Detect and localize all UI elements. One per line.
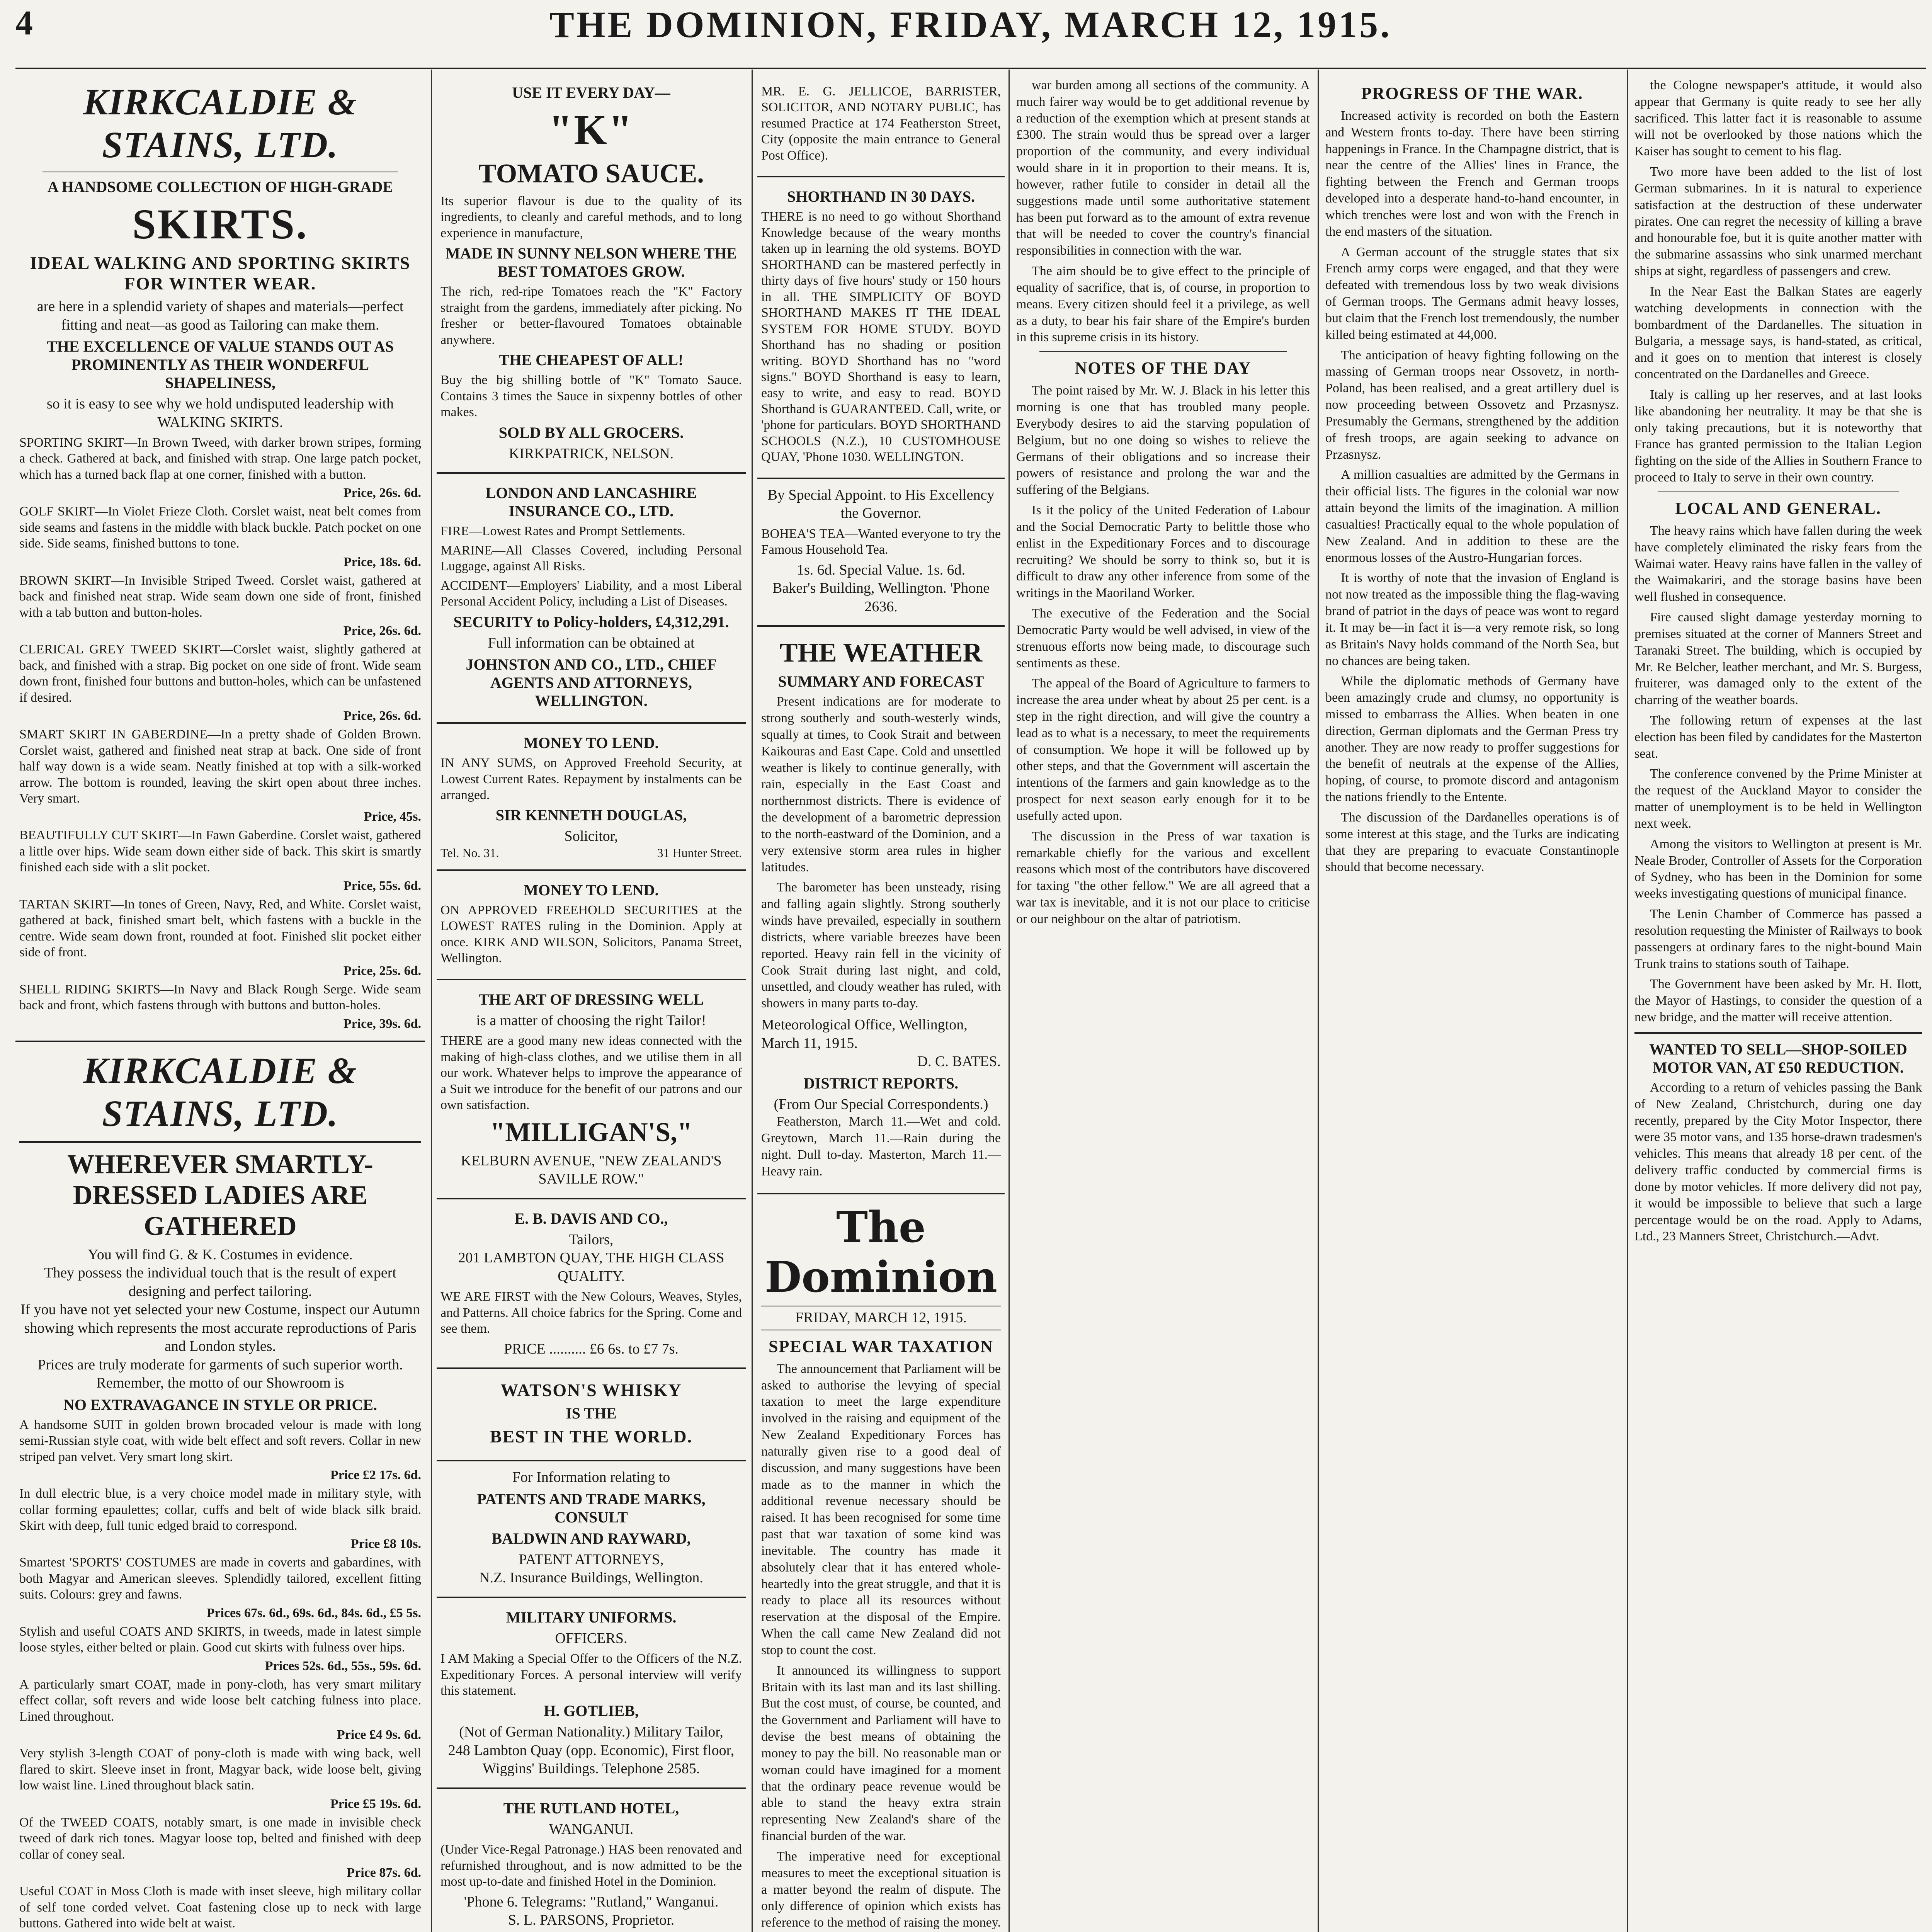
ad-text: JOHNSTON AND CO., LTD., CHIEF AGENTS AND ATTORNEYS, WELLINGTON.	[466, 656, 717, 710]
editorial-paragraph: The imperative need for exceptional measures to meet the exceptional situation is a matter beyond the realm of dispute. The only difference of opinion which exists has reference to the method of raising the money.	[761, 1849, 1001, 1930]
ad-subheading: IDEAL WALKING AND SPORTING SKIRTS FOR WINTER WEAR.	[30, 253, 411, 293]
ad-text: THE CHEAPEST OF ALL!	[499, 351, 684, 369]
ad-text: If you have not yet selected your new Costume, inspect our Autumn showing which represents the most accurate reproductions of Paris and London styles.	[20, 1301, 420, 1355]
ad-text: are here in a splendid variety of shapes and materials—perfect fitting and neat—as good as Tailoring can make them.	[37, 298, 404, 333]
masthead-title: THE DOMINION, FRIDAY, MARCH 12, 1915.	[549, 4, 1392, 45]
weather-sign: D. C. BATES.	[917, 1053, 1001, 1070]
ad-text: PATENT ATTORNEYS,	[519, 1551, 664, 1568]
war-paragraph: A million casualties are admitted by the Germans in their official lists. The figures in the colonial war now attain beyond the limits of the imagination. A million casualties! Practically equal to the whole population of New Zealand. And in addition to these are the enormous losses of the Austro-Hungarian forces.	[1325, 468, 1619, 565]
ad-subheading: OFFICERS.	[555, 1630, 628, 1646]
ad-intro: A HANDSOME COLLECTION OF HIGH-GRADE	[47, 178, 393, 196]
ad-top: USE IT EVERY DAY—	[512, 84, 670, 101]
rutland-hotel-ad	[437, 1789, 746, 1932]
product-description: BEAUTIFULLY CUT SKIRT—In Fawn Gaberdine. Corslet waist, gathered a little over hips. Wide seam down either side of back. This skirt is smartly finished each side with a slit pocket.	[19, 828, 421, 875]
weather-text: The barometer has been unsteady, rising and falling again slightly. Strong southerly winds have prevailed, especially in southern districts, where variable breezes have been reported. Heavy rain fell in the vicinity of Cook Strait during last night, and cold, unsettled, and cloudy weather has ruled, with showers in many parts to-day.	[761, 880, 1001, 1011]
local-paragraph: The Lenin Chamber of Commerce has passed a resolution requesting the Minister of Railways to book passengers at ordinary fares to the night-bound Main Trunk trains to stations south of Taihape.	[1634, 907, 1922, 971]
product-price: Price 87s. 6d.	[347, 1866, 421, 1880]
ad-heading: MONEY TO LEND.	[524, 734, 659, 752]
product-price: Price, 39s. 6d.	[343, 1016, 421, 1031]
column-3	[757, 73, 1005, 1932]
insurance-ad	[437, 474, 746, 724]
column-rule	[752, 70, 753, 1932]
newspaper-nameplate: The Dominion	[764, 1202, 998, 1302]
product-price: Price, 26s. 6d.	[343, 624, 421, 638]
ad-text: By Special Appoint. to His Excellency the Governor.	[767, 486, 995, 522]
ad-text: Baker's Building, Wellington. 'Phone 2636.	[772, 580, 990, 615]
ad-text: ON APPROVED FREEHOLD SECURITIES at the LOWEST RATES ruling in the Dominion. Apply at once. KIRK AND WILSON, Solicitors, Panama Street, Wellington.	[440, 903, 742, 966]
war-paragraph: Increased activity is recorded on both the Eastern and Western fronts to-day. There have been stirring happenings in France. In the Champagne district, that is near the centre of the Allies' lines in France, the fighting between the French and German troops developed into a desperate hand-to-hand encounter, in which trenches were lost and won with the French in the end masters of the situation.	[1325, 109, 1619, 239]
product-description: A particularly smart COAT, made in pony-cloth, has very smart military effect collar, soft revers and wide loose belt catching fulness into place. Lined throughout.	[19, 1677, 421, 1724]
ad-address: 31 Hunter Street.	[657, 845, 742, 860]
kirkcaldie-brand: KIRKCALDIE & STAINS, LTD.	[83, 1049, 357, 1134]
column-5	[1321, 73, 1623, 1932]
ad-headline: WHEREVER SMARTLY-DRESSED LADIES ARE GATHERED	[67, 1149, 373, 1241]
ad-text: S. L. PARSONS, Proprietor.	[508, 1912, 675, 1929]
ad-text: THERE are a good many new ideas connected with the making of high-class clothes, and we utilise them in all our work. Whatever helps to improve the appearance of a Suit we introduce for the benefit of our patrons and our own satisfaction.	[440, 1034, 742, 1112]
district-text: Featherston, March 11.—Wet and cold. Greytown, March 11.—Rain during the night. Dull to-day. Masterton, March 11.—Heavy rain.	[761, 1114, 1001, 1179]
ad-heading: TOMATO SAUCE.	[478, 159, 704, 189]
ad-text: (Not of German Nationality.) Military Tailor,	[459, 1724, 723, 1740]
patents-ad	[437, 1461, 746, 1598]
war-paragraph: It is worthy of note that the invasion of England is not now treated as the impossible thing the flag-waving brand of patriot in the days of peace was wont to regard it. It may be—in fact it is—a very remote risk, so long as Britain's Navy holds command of the North Sea, but no chances are being taken.	[1325, 571, 1619, 668]
ad-text: KIRKPATRICK, NELSON.	[509, 445, 674, 462]
column-rule	[1009, 70, 1010, 1932]
notes-paragraph: Is it the policy of the United Federation of Labour and the Social Democratic Party to belittle those who enlist in the Expeditionary Forces and to discourage recruiting? We should be sorry to think so, but it is difficult to draw any other inference from some of the writings in the Maoriland Worker.	[1016, 503, 1310, 600]
ad-motto: NO EXTRAVAGANCE IN STYLE OR PRICE.	[63, 1396, 377, 1413]
war-paragraph: The anticipation of heavy fighting following on the massing of German troops near Ossovetz, in north-Poland, has been realised, and a great artillery duel is now proceeding between Ossovetz and Przasnysz. Presumably the Germans, strengthened by the addition of fresh troops, are again seeking to advance on Przasnysz.	[1325, 348, 1619, 462]
product-description: SMART SKIRT IN GABERDINE—In a pretty shade of Golden Brown. Corslet waist, gathered and finished neat strap at back. One side of front half way down is a wide seam. Neatly finished at top with a silk-worked arrow. The bottom is rounded, leaving the skirt open about three inches. Very smart.	[19, 727, 421, 806]
shorthand-ad	[757, 177, 1005, 479]
product-price: Price, 55s. 6d.	[343, 878, 421, 893]
ad-text: BEST IN THE WORLD.	[490, 1427, 693, 1447]
ad-heading: MILITARY UNIFORMS.	[506, 1608, 677, 1626]
ad-price: 1s. 6d. Special Value. 1s. 6d.	[796, 561, 966, 578]
product-description: BROWN SKIRT—In Invisible Striped Tweed. Corslet waist, gathered at back and finished neat strap. Wide seam down one side of front, finished with a tab button and button-holes.	[19, 573, 421, 620]
ad-text: Prices are truly moderate for garments of such superior worth.	[37, 1356, 403, 1373]
editorial-paragraph: war burden among all sections of the community. A much fairer way would be to get additional revenue by a reduction of the exemption which at present stands at £300. The strain would thus be spread over a larger proportion of the community, and every individual would share in it in proportion to their means. It is, however, rather futile to consider in detail all the suggestions made until some authoritative statement has been put forward as to the amount of extra revenue that will be needed to cover the country's financial responsibilities in connection with the war.	[1016, 78, 1310, 258]
ad-brand: "MILLIGAN'S,"	[490, 1117, 692, 1147]
weather-office: Meteorological Office, Wellington, March 11, 1915.	[761, 1017, 968, 1051]
product-description: Smartest 'SPORTS' COSTUMES are made in coverts and gabardines, with both Magyar and American sleeves. Splendidly tailored, excellent fitting suits. Colours: grey and fawns.	[19, 1555, 421, 1602]
ad-text: They possess the individual touch that is the result of expert designing and perfect tailoring.	[44, 1265, 396, 1299]
column-4	[1012, 73, 1314, 1932]
war-progress-heading: PROGRESS OF THE WAR.	[1361, 84, 1583, 103]
war-paragraph: The discussion of the Dardanelles operations is of some interest at this stage, and the Turks are indicating that they are preparing to evacuate Constantinople should that become necessary.	[1325, 810, 1619, 874]
product-description: Useful COAT in Moss Cloth is made with inset sleeve, high military collar of self tone corded velvet. Coat fastening close up to neck with large buttons. Gathered into wide belt at waist.	[19, 1884, 421, 1930]
kirkcaldie-brand: KIRKCALDIE & STAINS, LTD.	[83, 81, 357, 165]
ad-name: SIR KENNETH DOUGLAS,	[495, 806, 687, 824]
product-price: Price, 18s. 6d.	[343, 554, 421, 569]
ad-text: (Under Vice-Regal Patronage.) HAS been renovated and refurnished throughout, and is now admitted to be the most up-to-date and finished Hotel in the Dominion.	[440, 1842, 742, 1889]
newspaper-date: FRIDAY, MARCH 12, 1915.	[761, 1306, 1001, 1330]
ad-brand: E. B. DAVIS AND CO.,	[514, 1209, 668, 1227]
war-paragraph: the Cologne newspaper's attitude, it would also appear that Germany is quite ready to see her ally sacrificed. This latter fact it is reasonable to assume will not be overlooked by those nations which the Kaiser has sought to cement to his flag.	[1634, 78, 1922, 159]
product-description: TARTAN SKIRT—In tones of Green, Navy, Red, and White. Corslet waist, gathered at back, finished smart belt, which fastens with a buckle in the centre. Wide seam down front, rounded at foot. Finished slit pocket either side of front.	[19, 897, 421, 960]
editorial-paragraph: It announced its willingness to support Britain with its last man and its last shilling. But the cost must, of course, be counted, and the Government and Parliament will have to devise the best means of obtaining the money to pay the bill. No reasonable man or woman could have imagined for a moment that the ordinary peace revenue would be able to stand the heavy extra strain representing New Zealand's share of the financial burden of the war.	[761, 1663, 1001, 1844]
district-heading: DISTRICT REPORTS.	[803, 1074, 959, 1092]
column-2	[437, 73, 746, 1932]
product-price: Price £2 17s. 6d.	[330, 1468, 421, 1483]
ad-text: Solicitor,	[564, 828, 618, 845]
ad-text: 201 LAMBTON QUAY, THE HIGH CLASS QUALITY.	[458, 1250, 724, 1284]
insurance-line: ACCIDENT—Employers' Liability, and a most Liberal Personal Accident Policy, including a List of Diseases.	[440, 578, 742, 609]
product-price: Price £8 10s.	[350, 1537, 421, 1551]
jellicoe-ad	[757, 73, 1005, 177]
ad-text: I AM Making a Special Offer to the Officers of the N.Z. Expeditionary Forces. A personal interview will verify this statement.	[440, 1651, 742, 1698]
product-description: In dull electric blue, is a very choice model made in military style, with collar forming epaulettes; collar, cuffs and belt of wide black silk braid. Skirt with deep, full tunic edged braid to correspond.	[19, 1486, 421, 1533]
local-paragraph: The conference convened by the Prime Minister at the request of the Auckland Mayor to consider the matter of unemployment is to be held in Wellington next week.	[1634, 767, 1922, 831]
watsons-whisky-ad	[437, 1369, 746, 1461]
war-paragraph: Two more have been added to the list of lost German submarines. In it is natural to experience satisfaction at the destruction of these underwater pirates. One can regret the necessity of killing a brave and honourable foe, but it is quite another matter with the submarine assassins who sink unarmed merchant ships at sight, regardless of passengers and crew.	[1634, 165, 1922, 279]
money-to-lend-ad-2	[437, 871, 746, 980]
ad-heading: PATENTS AND TRADE MARKS, CONSULT	[477, 1490, 706, 1526]
editorial-paragraph: The announcement that Parliament will be asked to authorise the levying of special taxation to meet the large expenditure involved in the raising and equipment of the New Zealand Expeditionary Forces has naturally given rise to a good deal of discussion, and many suggestions have been made as to the manner in which the additional revenue necessary should be raised. It has been recognised for some time past that war taxation of some kind was inevitable. The country has made it absolutely clear that it has entered whole-heartedly into the great struggle, and that it is ready to place all its resources without reservation at the disposal of the Empire. When the call came New Zealand did not stop to count the cost.	[761, 1361, 1001, 1657]
product-price: Price, 26s. 6d.	[343, 709, 421, 723]
column-rule	[1627, 70, 1628, 1932]
ad-text: THERE is no need to go without Shorthand Knowledge because of the weary months taken up in learning the old systems. BOYD SHORTHAND can be mastered perfectly in thirty days of five hours' study or 150 hours in all. THE SIMPLICITY OF BOYD SHORTHAND MAKES IT THE IDEAL SYSTEM FOR HOME STUDY. BOYD Shorthand has no shading or position writing. BOYD Shorthand has no "word signs." BOYD Shorthand is easy to learn, easy to write, and easy to read. BOYD Shorthand is GUARANTEED. Call, write, or 'phone for particulars. BOYD SHORTHAND SCHOOLS (N.Z.), 10 CUSTOMHOUSE QUAY, 'Phone 1030. WELLINGTON.	[761, 209, 1001, 464]
insurance-line: MARINE—All Classes Covered, including Personal Luggage, against All Risks.	[440, 543, 742, 574]
war-paragraph: Italy is calling up her reserves, and at last looks like abandoning her neutrality. It may be that she is only taking precautions, but it is noteworthy that France has granted permission to the Italian Legion fighting on the side of the Allies in Southern France to proceed to Italy to serve in their own country.	[1634, 387, 1922, 485]
ad-text: For Information relating to	[512, 1469, 670, 1486]
ad-text: so it is easy to see why we hold undisputed leadership with WALKING SKIRTS.	[46, 396, 394, 430]
column-rule	[431, 70, 432, 1932]
military-uniforms-ad	[437, 1598, 746, 1789]
ad-text: Its superior flavour is due to the quality of its ingredients, to cleanly and careful methods, and to long experience in manufacture,	[440, 194, 742, 240]
notes-heading: NOTES OF THE DAY	[1075, 359, 1252, 378]
ad-text: MADE IN SUNNY NELSON WHERE THE BEST TOMATOES GROW.	[446, 245, 737, 281]
district-sub: (From Our Special Correspondents.)	[774, 1096, 988, 1112]
ad-text: WE ARE FIRST with the New Colours, Weaves, Styles, and Patterns. All choice fabrics for the Spring. Come and see them.	[440, 1289, 742, 1336]
ad-text: 248 Lambton Quay (opp. Economic), First floor, Wiggins' Buildings. Telephone 2585.	[448, 1742, 735, 1777]
column-6	[1631, 73, 1926, 1932]
ad-text: IN ANY SUMS, on Approved Freehold Security, at Lowest Current Rates. Repayment by instalments can be arranged.	[440, 756, 742, 802]
notes-paragraph: The executive of the Federation and the Social Democratic Party would be well advised, in view of the strenuous efforts now being made, to discourage such sentiments as these.	[1016, 606, 1310, 670]
ad-text: is a matter of choosing the right Tailor!	[476, 1012, 706, 1029]
local-paragraph: The Government have been asked by Mr. H. Ilott, the Mayor of Hastings, to consider the question of a new bridge, and the matter will receive attention.	[1634, 977, 1922, 1025]
ad-brand: WATSON'S WHISKY	[500, 1380, 682, 1400]
ad-text: Buy the big shilling bottle of "K" Tomato Sauce. Contains 3 times the Sauce in sixpenny bottles of other makes.	[440, 373, 742, 420]
ad-heading: SKIRTS.	[132, 201, 308, 248]
war-paragraph: While the diplomatic methods of Germany have been amazingly crude and clumsy, no opportunity is missed to embarrass the Allies. When beaten in one direction, German diplomats and the German Press try another. They are now ready to proffer suggestions for the benefit of neutrals at the expense of the Allies, hoping, of course, to promote discord and antagonism the nations friendly to the Entente.	[1325, 674, 1619, 804]
local-paragraph: The following return of expenses at the last election has been filed by candidates for the Masterton seat.	[1634, 713, 1922, 761]
local-paragraph: The heavy rains which have fallen during the week have completely eliminated the risky fears from the Waimai water. Heavy rains have fallen in the valley of the Waimakariri, and the storage basins have been well flushed in consequence.	[1634, 523, 1922, 604]
ad-subheading: WANGANUI.	[549, 1821, 634, 1837]
tailor-ad	[437, 980, 746, 1199]
wanted-heading: WANTED TO SELL—SHOP-SOILED MOTOR VAN, AT £50 REDUCTION.	[1649, 1040, 1907, 1076]
ad-text: Remember, the motto of our Showroom is	[96, 1375, 344, 1391]
editorial-heading: SPECIAL WAR TAXATION	[769, 1337, 993, 1356]
notes-paragraph: The discussion in the Press of war taxation is remarkable chiefly for the various and excellent reasons which most of the contributors have discovered for taxing "the other fellow." We are all agreed that a war tax is inevitable, and it is not our place to criticise or our neighbour on the altar of patriotism.	[1016, 829, 1310, 926]
ad-heading: THE RUTLAND HOTEL,	[503, 1799, 679, 1817]
ad-text: KELBURN AVENUE, "NEW ZEALAND'S SAVILLE ROW."	[461, 1152, 722, 1187]
page-number: 4	[15, 4, 33, 42]
insurance-line: FIRE—Lowest Rates and Prompt Settlements.	[440, 524, 685, 539]
ad-heading: MONEY TO LEND.	[524, 881, 659, 899]
editorial-section	[757, 1194, 1005, 1932]
ad-heading: SHORTHAND IN 30 DAYS.	[787, 188, 975, 206]
war-paragraph: In the Near East the Balkan States are eagerly watching developments in connection with the bombardment of the Dardanelles. The situation in Bulgaria, a message says, is hand-stated, as critical, and it goes on to mention that interest is closely concentrated on the Dardanelles and Greece.	[1634, 284, 1922, 382]
local-general-heading: LOCAL AND GENERAL.	[1675, 498, 1881, 518]
weather-text: Present indications are for moderate to strong southerly and south-westerly winds, squally at times, to Cook Strait and between Kaikouras and East Cape. Cold and unsettled weather is likely to continue generally, with rain, especially in the East Coast and northernmost districts. There is evidence of the development of a barometric depression to the north-eastward of the Dominion, and a very extensive storm area rules in higher latitudes.	[761, 694, 1001, 874]
ad-brand: BALDWIN AND RAYWARD,	[492, 1529, 691, 1547]
product-price: Price, 25s. 6d.	[343, 963, 421, 978]
ad-brand: LONDON AND LANCASHIRE INSURANCE CO., LTD.	[485, 484, 697, 520]
ad-brand: "K"	[549, 106, 634, 153]
ad-text: IS THE	[566, 1405, 617, 1422]
product-description: GOLF SKIRT—In Violet Frieze Cloth. Corslet waist, neat belt comes from side seams and fastens in the middle with black buckle. Patch pocket on one side. Side seams, finished buttons to tone.	[19, 504, 421, 551]
ad-excellence: THE EXCELLENCE OF VALUE STANDS OUT AS PROMINENTLY AS THEIR WONDERFUL SHAPELINESS,	[46, 338, 394, 391]
masthead	[15, 0, 1926, 69]
column-rule	[1318, 70, 1319, 1932]
ad-price: PRICE .......... £6 6s. to £7 7s.	[504, 1340, 679, 1357]
weather-subheading: SUMMARY AND FORECAST	[778, 673, 984, 690]
ad-text: SOLD BY ALL GROCERS.	[498, 423, 684, 441]
local-paragraph: Among the visitors to Wellington at present is Mr. Neale Broder, Controller of Assets for the Corporation of Sydney, who has been in the Dominion for some weeks investigating questions of municipal finance.	[1634, 837, 1922, 901]
ad-text: Full information can be obtained at	[488, 634, 695, 651]
product-description: Very stylish 3-length COAT of pony-cloth is made with wing back, well flared to skirt. Sleeve inset in front, Magyar back, wide loose belt, giving low waist line. Lined throughout black satin.	[19, 1746, 421, 1793]
product-description: Stylish and useful COATS AND SKIRTS, in tweeds, made in latest simple loose styles, either belted or plain. Good cut skirts with fulness over hips.	[19, 1624, 421, 1655]
notes-paragraph: The appeal of the Board of Agriculture to farmers to increase the area under wheat by about 25 per cent. is a step in the right direction, and will give the country a lead as to what is a necessary, to meet the requirements of consumption. We hope it will be followed up by other steps, and that the Government will ascertain the intentions of the farmers and gain knowledge as to the prospect for next season early enough for it to be usefully acted upon.	[1016, 676, 1310, 823]
weather-section	[757, 627, 1005, 1194]
ad-text: SECURITY to Policy-holders, £4,312,291.	[453, 613, 729, 631]
davis-tailor-ad	[437, 1199, 746, 1369]
product-description: SHELL RIDING SKIRTS—In Navy and Black Rough Serge. Wide seam back and front, which fastens through with buttons and button-holes.	[19, 982, 421, 1013]
ad-text: You will find G. & K. Costumes in evidence.	[88, 1246, 353, 1263]
product-price: Price, 26s. 6d.	[343, 486, 421, 500]
ad-text: 'Phone 6. Telegrams: "Rutland," Wanganui.	[464, 1893, 719, 1910]
kirkcaldie-skirts-ad	[15, 73, 425, 1042]
product-price: Prices 52s. 6d., 55s., 59s. 6d.	[265, 1658, 421, 1673]
money-to-lend-ad	[437, 724, 746, 871]
war-paragraph: A German account of the struggle states that six French army corps were engaged, and that they were defeated with tremendous loss by two weak divisions of German troops. The Germans admit heavy losses, but claim that the French lost tremendously, the number killed being estimated at 44,000.	[1325, 245, 1619, 342]
product-price: Price, 45s.	[364, 810, 421, 824]
ad-phone: Tel. No. 31.	[440, 845, 499, 860]
product-price: Price £5 19s. 6d.	[330, 1796, 421, 1811]
ad-text: The rich, red-ripe Tomatoes reach the "K" Factory straight from the gardens, immediately after picking. No fresher or better-flavoured Tomatoes obtainable anywhere.	[440, 284, 742, 347]
column-1	[15, 73, 425, 1932]
notes-paragraph: The point raised by Mr. W. J. Black in his letter this morning is one that has troubled many people. Everybody desires to aid the starving population of Belgium, but no one doing so wishes to relieve the Germans of their obligations and so increase their powers of resistance and prolong the war and the suffering of the Belgians.	[1016, 383, 1310, 497]
local-paragraph: Fire caused slight damage yesterday morning to premises situated at the corner of Manners Street and Taranaki Street. The building, which is occupied by Mr. Re Belcher, leather merchant, and Mr. S. Burgess, fruiterer, was damaged only to the extent of the charring of the weather boards.	[1634, 610, 1922, 707]
ad-heading: THE ART OF DRESSING WELL	[478, 990, 704, 1008]
ad-name: H. GOTLIEB,	[544, 1702, 639, 1720]
product-description: SPORTING SKIRT—In Brown Tweed, with darker brown stripes, forming a check. Gathered at back, and finished with strap. One large patch pocket, which has a turned back flap at one corner, finished with a button.	[19, 435, 421, 482]
bohea-tea-ad	[757, 479, 1005, 627]
tomato-sauce-ad	[437, 73, 746, 474]
weather-heading: THE WEATHER	[779, 638, 983, 668]
product-description: CLERICAL GREY TWEED SKIRT—Corslet waist, slightly gathered at back, and finished with a strap. Big pocket on one side of front. Wide seam down front, finished four buttons and button-holes, which can be unfastened if desired.	[19, 642, 421, 705]
product-description: Of the TWEED COATS, notably smart, is one made in invisible check tweed of dark rich tones. Magyar loose top, belted and finished with deep collar of coney seal.	[19, 1815, 421, 1862]
wanted-text: According to a return of vehicles passing the Bank of New Zealand, Christchurch, during one day recently, prepared by the City Motor Inspector, there were 35 motor vans, and 135 horse-drawn tradesmen's vehicles. This means that already 18 per cent. of the delivery traffic conducted by commercial firms is done by motor vehicles. If more delivery did not pay, it would be impossible to believe that such a large percentage would be on the road. Apply to Adams, Ltd., 23 Manners Street, Christchurch.—Advt.	[1634, 1080, 1922, 1244]
editorial-paragraph: The aim should be to give effect to the principle of equality of sacrifice, that is, of course, in proportion to means. Every citizen should feel it a privilege, as well as a duty, to bear his fair share of the Empire's burden in this supreme crisis in its history.	[1016, 264, 1310, 345]
ad-text: N.Z. Insurance Buildings, Wellington.	[479, 1570, 703, 1586]
ad-text: Tailors,	[569, 1231, 614, 1248]
product-description: A handsome SUIT in golden brown brocaded velour is made with long semi-Russian style coat, with wide belt effect and soft revers. Collar in new striped pan velvet. Very smart long skirt.	[19, 1417, 421, 1464]
product-price: Prices 67s. 6d., 69s. 6d., 84s. 6d., £5 5s.	[206, 1605, 421, 1620]
ad-text: BOHEA'S TEA—Wanted everyone to try the Famous Household Tea.	[761, 526, 1001, 557]
ad-text: MR. E. G. JELLICOE, BARRISTER, SOLICITOR, AND NOTARY PUBLIC, has resumed Practice at 174 Featherston Street, City (opposite the main entrance to General Post Office).	[761, 84, 1001, 163]
product-price: Price £4 9s. 6d.	[337, 1728, 421, 1742]
kirkcaldie-costumes-ad	[15, 1042, 425, 1932]
